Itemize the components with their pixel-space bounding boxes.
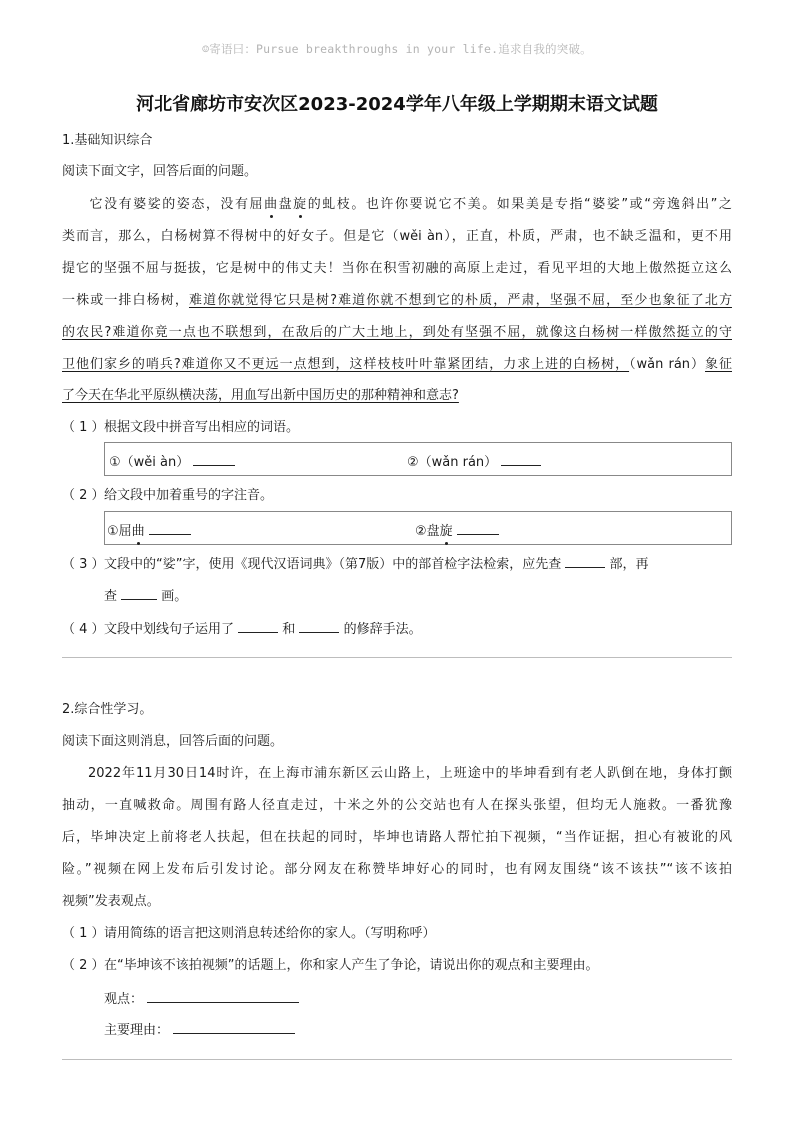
answer-blank[interactable] [193,451,235,466]
q1-sub3: （ 3 ）文段中的“娑”字，使用《现代汉语词典》（第7版）中的部首检字法检索，应先查 部，再 [62,553,649,575]
q2-instruction: 阅读下面这则消息，回答后面的问题。 [62,734,284,749]
q1-passage-line-5 [62,323,732,343]
viewpoint-answer-blank[interactable] [147,988,299,1003]
q1-sub1-answer-box [104,442,732,476]
q1-passage-line-2: 类而言，那么，白杨树算不得树中的好女子。但是它（wěi àn），正直，朴质，严肃，也不缺乏温和，更不用 [62,229,732,244]
underlined-sentence: 卫他们家乡的哨兵?难道你又不更远一点想到，这样枝枝叶叶靠紧团结，力求上进的白杨树， [62,357,630,372]
q2-passage-line-3: 后，毕坤决定上前将老人扶起，但在扶起的同时，毕坤也请路人帮忙拍下视频，“当作证据，担心有被讹的风 [62,830,732,845]
viewpoint-label: 观点： [104,992,144,1007]
q1-sub2: （ 2 ）给文段中加着重号的字注音。 [62,488,274,503]
q1-passage-line-6: 卫他们家乡的哨兵?难道你又不更远一点想到，这样枝枝叶叶靠紧团结，力求上进的白杨树，（wǎn rán）象征 [62,357,732,372]
q1-sub1: （ 1 ）根据文段中拼音写出相应的词语。 [62,420,300,435]
page-title: 河北省廊坊市安次区2023-2024学年八年级上学期期末语文试题 [136,94,658,115]
answer-1-1: ①（wěi àn） [109,451,235,470]
reason-row [104,1019,295,1041]
section-divider [62,657,732,658]
q1-heading: 1.基础知识综合 [62,133,153,148]
reason-label: 主要理由： [104,1023,170,1038]
q2-sub1: （ 1 ）请用简练的语言把这则消息转述给你的家人。（写明称呼） [62,926,436,941]
viewpoint-row [104,988,299,1010]
emphasis-char-xuan: 旋 [293,197,308,212]
answer-2-2: ②盘旋 [415,520,499,539]
answer-2-1: ①屈曲 [107,520,191,539]
answer-blank[interactable] [457,520,499,535]
answer-blank[interactable] [238,618,278,633]
answer-blank[interactable] [501,451,541,466]
emphasis-char-qu: 曲 [264,197,279,212]
q1-sub2-answer-box [104,511,732,545]
answer-blank[interactable] [121,585,157,600]
answer-blank[interactable] [149,520,191,535]
underlined-sentence: 了今天在华北平原纵横决荡，用血写出新中国历史的那种精神和意志? [62,388,459,403]
q2-passage-line-1: 2022年11月30日14时许，在上海市浦东新区云山路上，上班途中的毕坤看到有老人趴倒在地，身体打颤 [88,766,732,781]
q1-passage-line-4: 一株或一排白杨树，难道你就觉得它只是树?难道你就不想到它的朴质，严肃，坚强不屈，至少也象征了北方 [62,293,732,308]
answer-blank[interactable] [565,553,605,568]
section-divider [62,1059,732,1060]
q1-instruction: 阅读下面文字，回答后面的问题。 [62,164,258,179]
q2-sub2: （ 2 ）在“毕坤该不该拍视频”的话题上，你和家人产生了争论，请说出你的观点和主要理由。 [62,958,599,973]
reason-answer-blank[interactable] [173,1019,295,1034]
q1-passage-line-7 [62,386,732,406]
q1-sub4: （ 4 ）文段中划线句子运用了 和 的修辞手法。 [62,618,422,640]
answer-blank[interactable] [299,618,339,633]
motto-header: ☺寄语曰：Pursue breakthroughs in your life.追求自我的突破。 [202,42,592,56]
underlined-sentence: 的农民?难道你竟一点也不联想到，在敌后的广大土地上，到处有坚强不屈，就像这白杨树一样傲然挺立的守 [62,325,732,340]
underlined-sentence: 象征 [705,357,732,372]
answer-1-2: ②（wǎn rán） [407,451,541,470]
q2-passage-line-4: 险。”视频在网上发布后引发讨论。部分网友在称赞毕坤好心的同时，也有网友围绕“该不该扶”“该不该拍 [62,862,732,877]
q2-heading: 2.综合性学习。 [62,702,153,717]
underlined-sentence: 难道你就觉得它只是树?难道你就不想到它的朴质，严肃，坚强不屈，至少也象征了北方 [188,293,732,308]
q1-sub3-cont: 查 画。 [104,585,187,607]
q2-passage-line-2: 抽动，一直喊救命。周围有路人径直走过，十米之外的公交站也有人在探头张望，但均无人施救。一番犹豫 [62,798,732,813]
q1-passage-line-3: 提它的坚强不屈与挺拔，它是树中的伟丈夫！当你在积雪初融的高原上走过，看见平坦的大地上傲然挺立这么 [62,261,732,276]
q1-passage-line-1: 它没有婆娑的姿态，没有屈曲盘旋的虬枝。也许你要说它不美。如果美是专指“婆娑”或“旁逸斜出”之 [88,197,732,212]
q2-passage-line-5: 视频”发表观点。 [62,894,160,909]
